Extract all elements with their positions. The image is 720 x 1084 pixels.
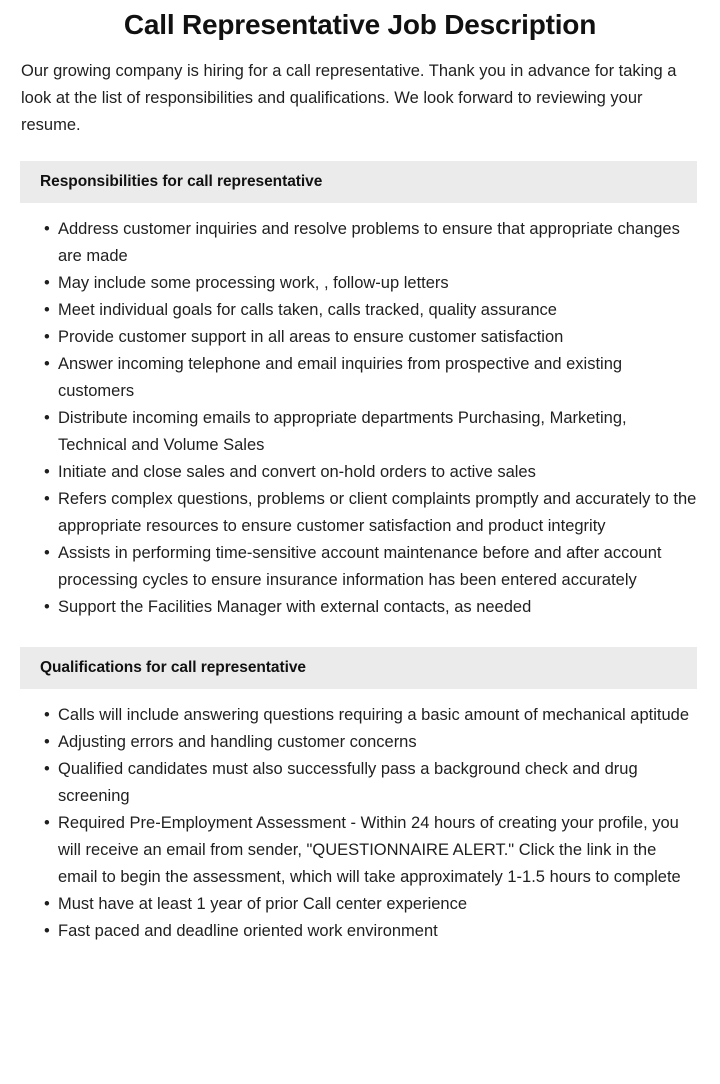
list-item: [44, 324, 698, 351]
bullet-icon: •: [44, 895, 50, 913]
section-header-qualifications: [20, 647, 697, 689]
list-item-text: Distribute incoming emails to appropriate departments Purchasing, Marketing, Technical and Volume Sales: [58, 409, 627, 454]
list-item-text: May include some processing work, , follow-up letters: [58, 274, 449, 292]
bullet-icon: •: [44, 814, 50, 832]
list-item: [44, 810, 698, 891]
page-title: Call Representative Job Description: [123, 9, 597, 40]
list-item-text: Assists in performing time-sensitive account maintenance before and after account processing cycles to ensure insurance information has been entered accurately: [58, 544, 662, 589]
qualifications-list: [0, 702, 720, 945]
list-item-text: Calls will include answering questions requiring a basic amount of mechanical aptitude: [58, 706, 690, 724]
bullet-icon: •: [44, 463, 50, 481]
list-item-text: Support the Facilities Manager with external contacts, as needed: [58, 598, 532, 616]
list-item-text: Address customer inquiries and resolve problems to ensure that appropriate changes are made: [58, 220, 680, 265]
bullet-icon: •: [44, 733, 50, 751]
list-item: [44, 405, 698, 459]
list-item-text: Provide customer support in all areas to ensure customer satisfaction: [58, 328, 564, 346]
bullet-icon: •: [44, 409, 50, 427]
section-responsibilities: [0, 161, 720, 621]
responsibilities-list: [0, 216, 720, 621]
list-item: [44, 729, 698, 756]
list-item: [44, 297, 698, 324]
section-qualifications: [0, 647, 720, 945]
intro-paragraph: Our growing company is hiring for a call representative. Thank you in advance for taking a look at the list of responsibilities and qualifications. We look forward to reviewing your resume.: [21, 62, 677, 134]
list-item-text: Qualified candidates must also successfully pass a background check and drug screening: [58, 760, 638, 805]
section-header-responsibilities: [20, 161, 697, 203]
bullet-icon: •: [44, 706, 50, 724]
bullet-icon: •: [44, 490, 50, 508]
list-item: [44, 891, 698, 918]
list-item-text: Fast paced and deadline oriented work environment: [58, 922, 438, 940]
list-item-text: Required Pre-Employment Assessment - Within 24 hours of creating your profile, you will receive an email from sender, "QUESTIONNAIRE ALERT." Click the link in the email to begin the assessment, which will take approximately 1-1.5 hours to complete: [58, 814, 681, 886]
list-item: [44, 756, 698, 810]
bullet-icon: •: [44, 760, 50, 778]
bullet-icon: •: [44, 274, 50, 292]
bullet-icon: •: [44, 220, 50, 238]
list-item: [44, 216, 698, 270]
list-item-text: Adjusting errors and handling customer concerns: [58, 733, 417, 751]
bullet-icon: •: [44, 598, 50, 616]
list-item: [44, 486, 698, 540]
list-item: [44, 459, 698, 486]
list-item: [44, 918, 698, 945]
bullet-icon: •: [44, 922, 50, 940]
list-item-text: Initiate and close sales and convert on-hold orders to active sales: [58, 463, 536, 481]
list-item: [44, 351, 698, 405]
list-item-text: Must have at least 1 year of prior Call center experience: [58, 895, 468, 913]
bullet-icon: •: [44, 355, 50, 373]
list-item: [44, 270, 698, 297]
list-item: [44, 540, 698, 594]
list-item: [44, 594, 698, 621]
bullet-icon: •: [44, 544, 50, 562]
list-item: [44, 702, 698, 729]
bullet-icon: •: [44, 328, 50, 346]
list-item-text: Answer incoming telephone and email inquiries from prospective and existing customers: [58, 355, 623, 400]
list-item-text: Refers complex questions, problems or client complaints promptly and accurately to the appropriate resources to ensure customer satisfaction and product integrity: [58, 490, 697, 535]
section-heading-label: Responsibilities for call representative: [40, 173, 323, 190]
list-item-text: Meet individual goals for calls taken, calls tracked, quality assurance: [58, 301, 557, 319]
section-heading-label: Qualifications for call representative: [40, 659, 306, 676]
bullet-icon: •: [44, 301, 50, 319]
